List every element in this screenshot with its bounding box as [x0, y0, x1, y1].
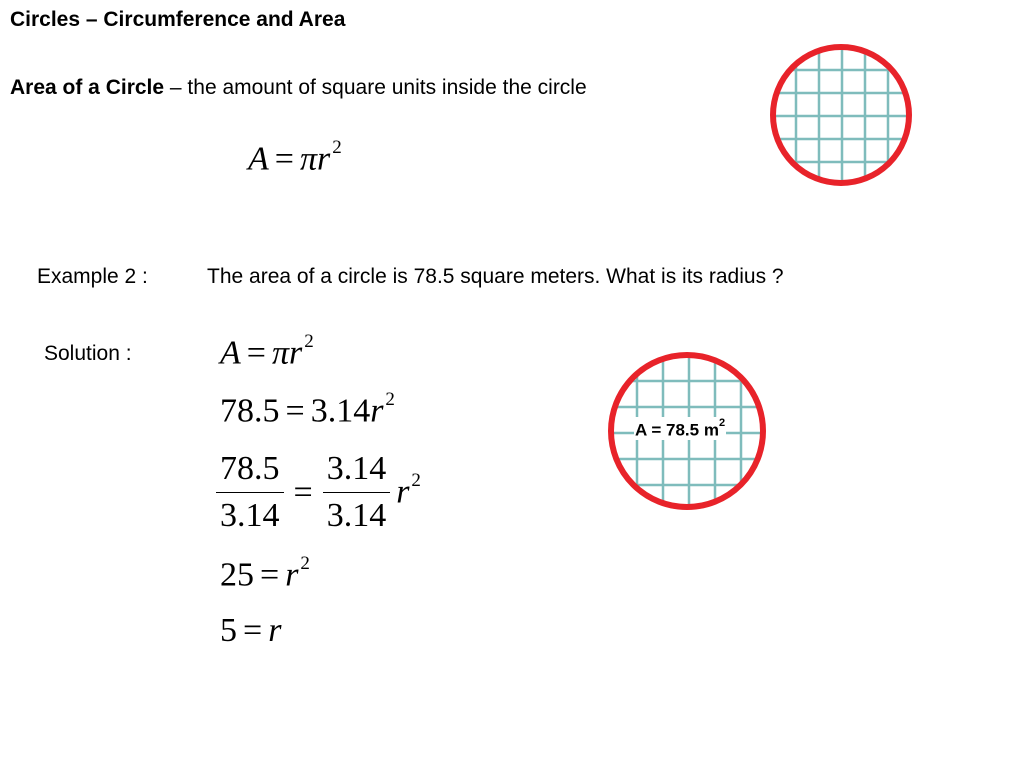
circle-area-exp: 2 [718, 417, 726, 429]
definition-term: Area of a Circle [10, 76, 165, 99]
solution-step-3 [216, 452, 421, 533]
solution-step-4 [220, 553, 310, 594]
grid-circle-icon [768, 42, 914, 188]
step3-var: r [396, 473, 410, 511]
step2-exp: 2 [385, 389, 395, 410]
formula-pi: π [299, 140, 318, 178]
formula-eq: = [274, 140, 294, 178]
area-definition [10, 76, 587, 100]
circle-grid [768, 42, 914, 188]
step2-lhs: 78.5 [220, 392, 280, 430]
step5-eq: = [243, 612, 263, 649]
area-formula [248, 137, 342, 178]
step3-fraction-right [323, 452, 391, 533]
slide-title: Circles – Circumference and Area [10, 8, 346, 31]
solution-step-5 [220, 614, 281, 648]
step4-lhs: 25 [220, 556, 254, 594]
definition-text: – the amount of square units inside the circle [164, 76, 587, 99]
step1-pi: π [271, 334, 290, 372]
step1-lhs: A [220, 334, 241, 372]
circle-area-label [634, 417, 726, 440]
step4-eq: = [260, 556, 280, 594]
step1-var: r [289, 334, 303, 372]
step2-var: r [370, 392, 384, 430]
example-question: The area of a circle is 78.5 square meters. What is its radius ? [207, 265, 784, 288]
formula-lhs: A [248, 140, 269, 178]
solution-label: Solution : [44, 342, 132, 365]
step3-den1: 3.14 [220, 497, 280, 534]
step2-coef: 3.14 [310, 392, 371, 430]
step4-var: r [285, 556, 299, 594]
step3-exp: 2 [411, 470, 421, 492]
step1-exp: 2 [304, 331, 314, 352]
step3-den2: 3.14 [326, 497, 387, 534]
step3-eq: = [293, 473, 313, 511]
circle-area-text: A = 78.5 m [635, 420, 719, 440]
step3-num1: 78.5 [216, 452, 284, 493]
solution-step-1 [220, 331, 314, 372]
step3-num2: 3.14 [323, 452, 391, 493]
formula-exp: 2 [332, 137, 342, 158]
step1-eq: = [246, 334, 266, 372]
step5-lhs: 5 [220, 612, 237, 649]
step2-eq: = [285, 392, 305, 430]
example-label: Example 2 : [37, 265, 148, 288]
solution-step-2 [220, 389, 395, 430]
formula-var: r [317, 140, 331, 178]
step3-fraction-left [216, 452, 284, 533]
step5-var: r [268, 612, 282, 649]
step4-exp: 2 [300, 553, 310, 574]
